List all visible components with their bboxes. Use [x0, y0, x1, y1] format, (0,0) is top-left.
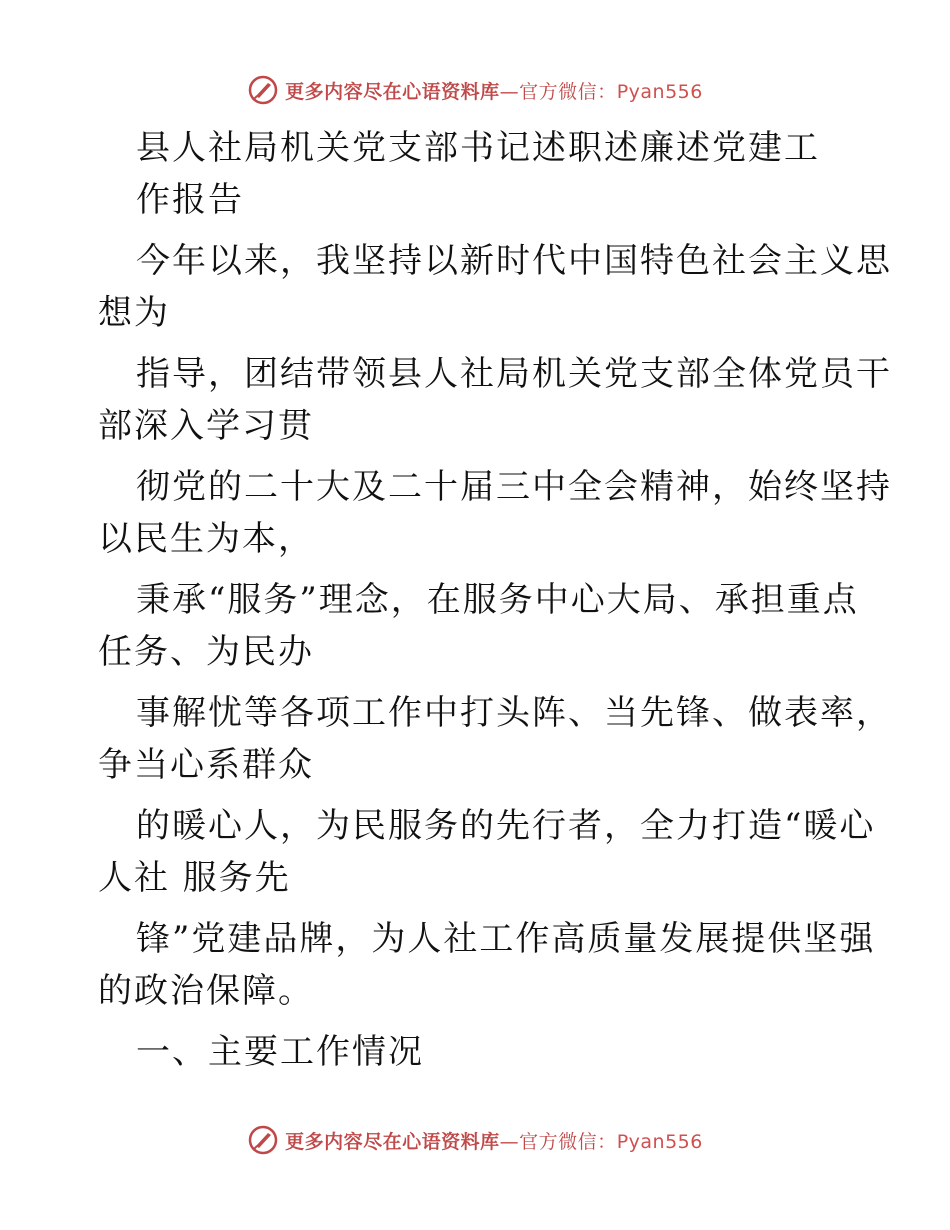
document-body [98, 122, 892, 1078]
watermark-wechat-label: 官方微信： [519, 1130, 617, 1153]
doc-title-line-1: 县人社局机关党支部书记述职述廉述党建工 [136, 128, 820, 168]
paragraph-line: 的暖心人，为民服务的先行者，全力打造“暖心 [136, 806, 876, 846]
watermark-wechat-id: Pyan556 [616, 1130, 703, 1153]
paragraph-line: 事解忧等各项工作中打头阵、当先锋、做表率， [136, 693, 892, 733]
quill-logo-icon [247, 1124, 279, 1156]
paragraph-line: 想为 [98, 293, 170, 333]
watermark-site-name: 更多内容尽在心语资料库 [285, 1130, 500, 1153]
watermark-wechat-id: Pyan556 [616, 80, 703, 103]
paragraph-line: 指导，团结带领县人社局机关党支部全体党员干 [136, 354, 892, 394]
paragraph-line: 秉承“服务”理念，在服务中心大局、承担重点 [136, 580, 859, 620]
watermark-text [285, 1127, 703, 1154]
watermark-footer [0, 1120, 950, 1160]
paragraph-line: 以民生为本， [98, 519, 314, 559]
paragraph-line: 争当心系群众 [98, 745, 314, 785]
quill-logo-icon [247, 74, 279, 106]
doc-title-line-2: 作报告 [136, 180, 244, 220]
watermark-header [0, 70, 950, 110]
section-heading: 一、主要工作情况 [136, 1032, 424, 1072]
paragraph-line: 人社 服务先 [98, 858, 291, 898]
watermark-wechat-label: 官方微信： [519, 80, 617, 103]
watermark-dash: — [499, 1130, 520, 1153]
watermark-site-name: 更多内容尽在心语资料库 [285, 80, 500, 103]
paragraph-line: 彻党的二十大及二十届三中全会精神，始终坚持 [136, 467, 892, 507]
watermark-text [285, 77, 703, 104]
paragraph-line: 的政治保障。 [98, 971, 314, 1011]
paragraph-line: 部深入学习贯 [98, 406, 314, 446]
watermark-dash: — [499, 80, 520, 103]
paragraph-line: 任务、为民办 [98, 632, 314, 672]
paragraph-line: 今年以来，我坚持以新时代中国特色社会主义思 [136, 241, 892, 281]
paragraph-line: 锋”党建品牌，为人社工作高质量发展提供坚强 [136, 919, 876, 959]
